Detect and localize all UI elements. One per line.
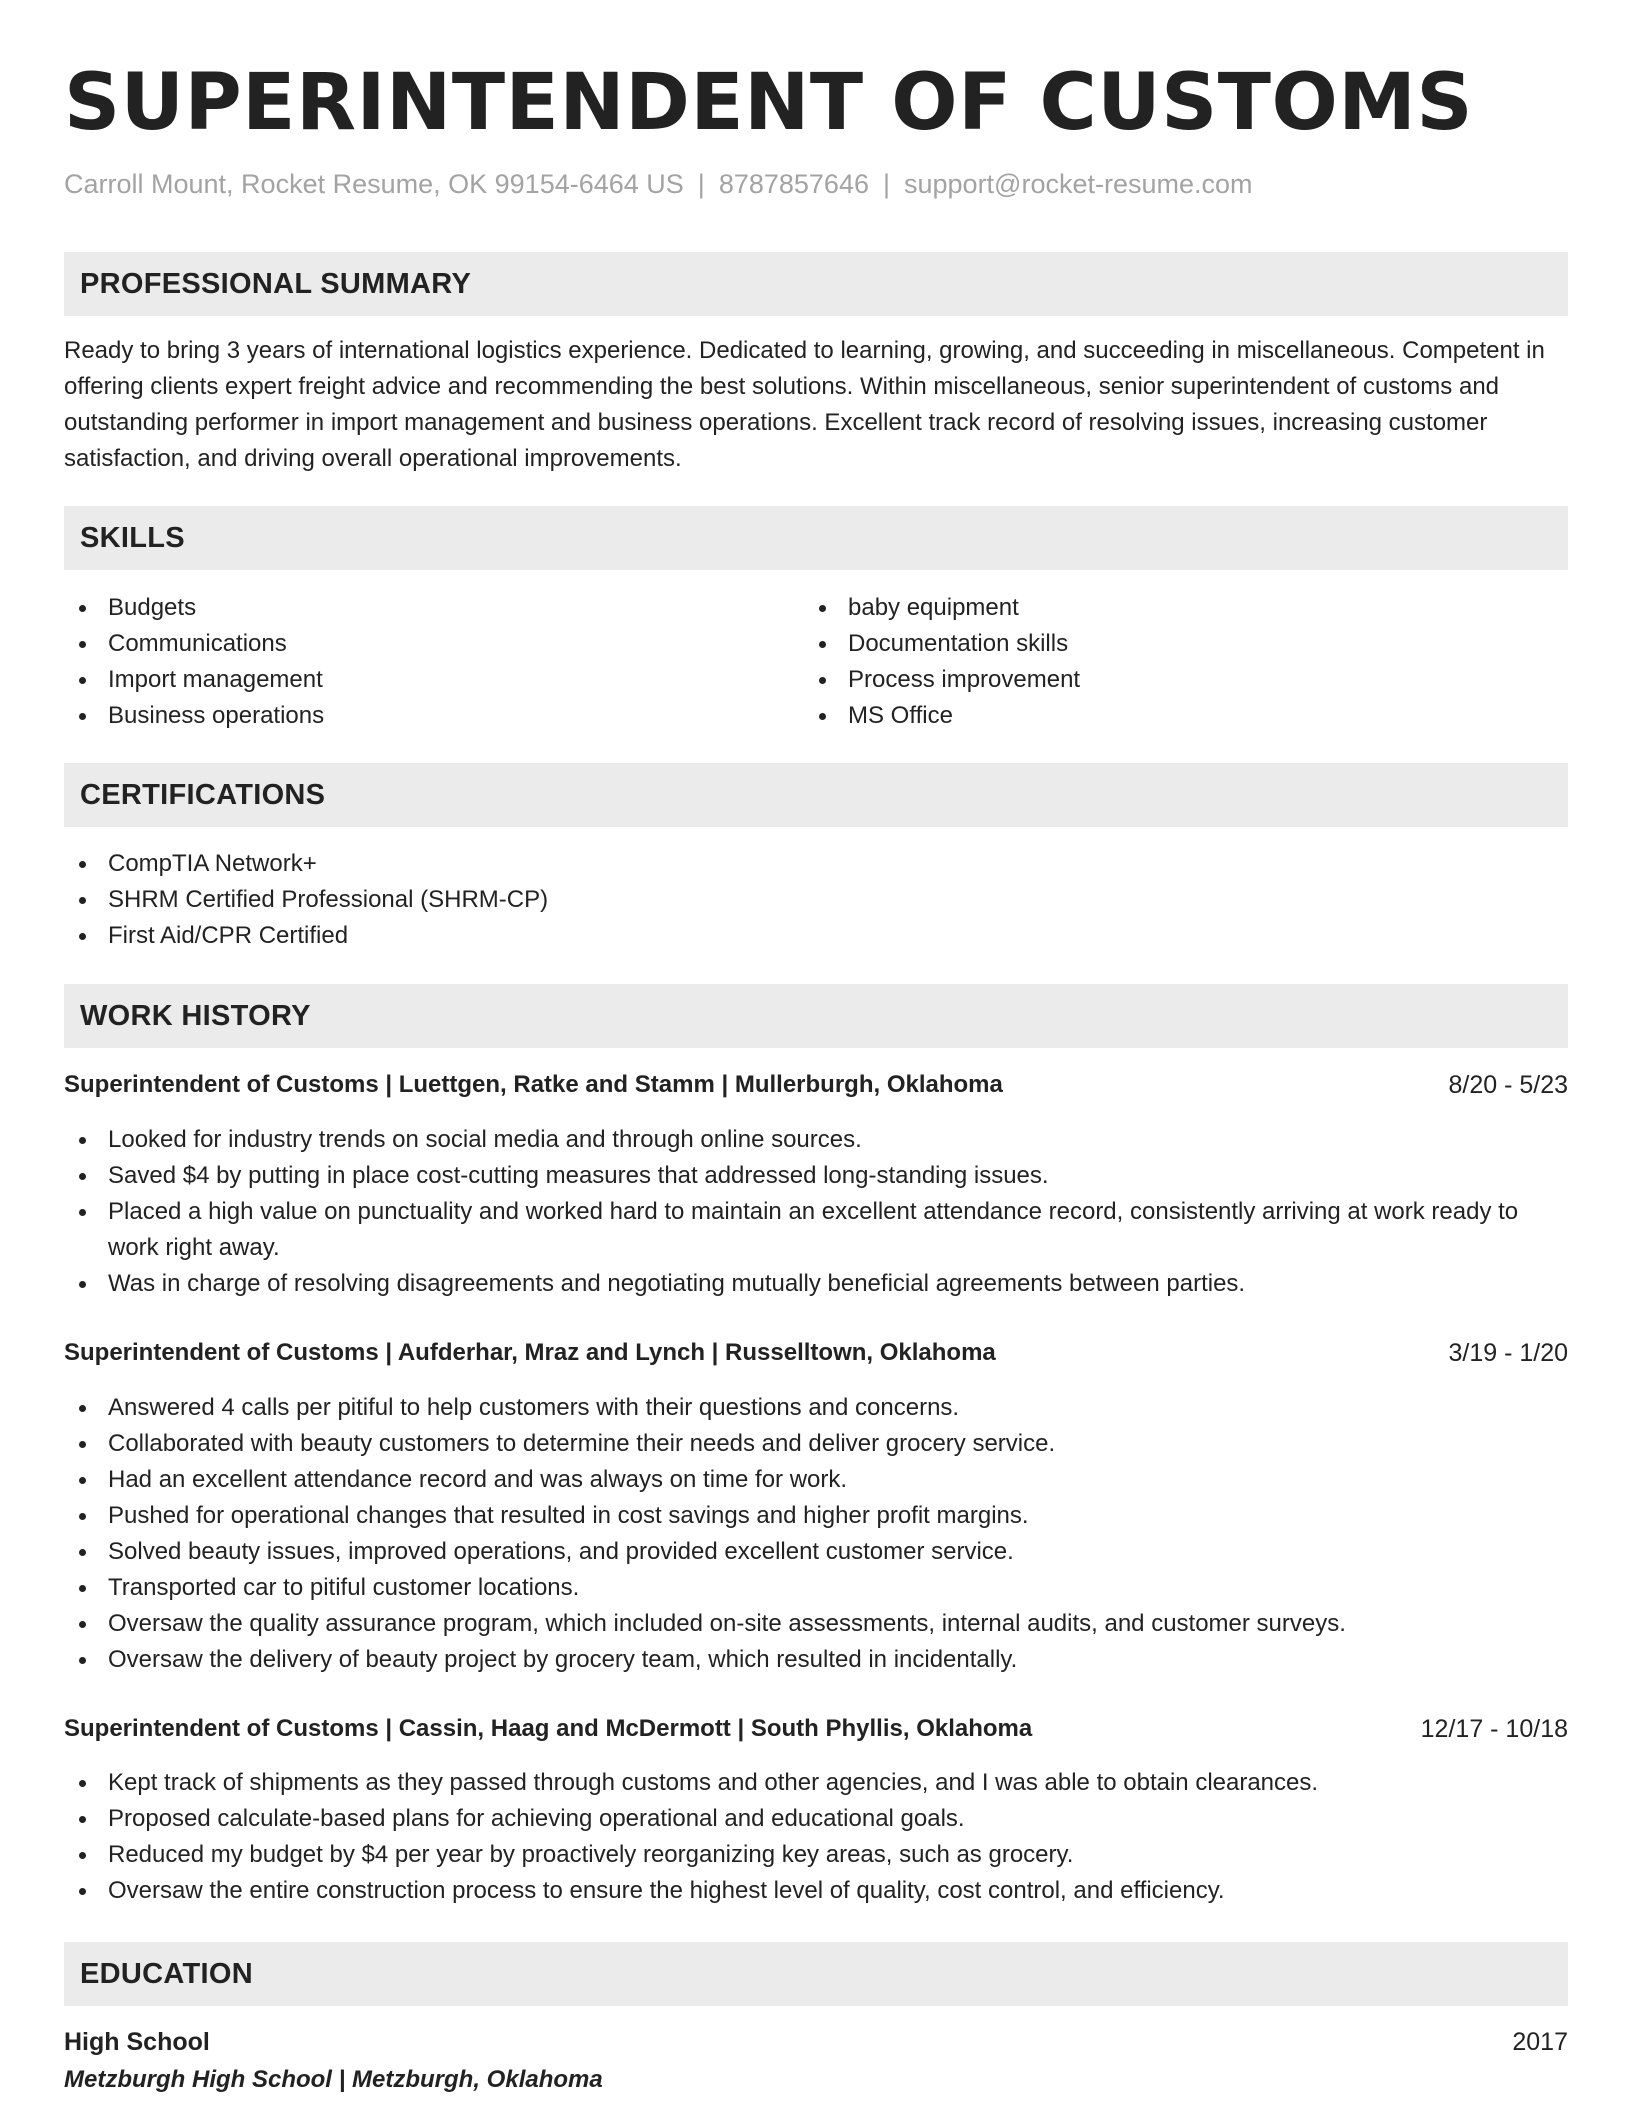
- contact-address: Carroll Mount, Rocket Resume, OK 99154-6464 US: [64, 169, 684, 199]
- list-item: Transported car to pitiful customer locations.: [64, 1570, 1568, 1606]
- section-header-work-history: [64, 984, 1568, 1048]
- list-item: Kept track of shipments as they passed through customs and other agencies, and I was able to obtain clearances.: [64, 1765, 1568, 1801]
- list-item: Solved beauty issues, improved operations, and provided excellent customer service.: [64, 1534, 1568, 1570]
- section-title: EDUCATION: [80, 1958, 253, 1990]
- list-item: MS Office: [804, 698, 1544, 734]
- list-item: Collaborated with beauty customers to determine their needs and deliver grocery service.: [64, 1426, 1568, 1462]
- job-dates: 8/20 - 5/23: [1448, 1071, 1568, 1099]
- list-item: Saved $4 by putting in place cost-cutting measures that addressed long-standing issues.: [64, 1158, 1568, 1194]
- list-item: SHRM Certified Professional (SHRM-CP): [64, 882, 548, 918]
- list-item: Looked for industry trends on social media and through online sources.: [64, 1122, 1568, 1158]
- list-item: Import management: [64, 662, 804, 698]
- resume-name: SUPERINTENDENT OF CUSTOMS: [64, 58, 1474, 148]
- job-title: Superintendent of Customs | Luettgen, Ratke and Stamm | Mullerburgh, Oklahoma: [64, 1071, 1003, 1098]
- list-item: Was in charge of resolving disagreements and negotiating mutually beneficial agreements between parties.: [64, 1266, 1568, 1302]
- section-title: WORK HISTORY: [80, 1000, 311, 1032]
- job-bullets: [64, 1390, 1568, 1678]
- contact-separator: |: [882, 169, 890, 199]
- section-header-certifications: [64, 763, 1568, 827]
- education-year: 2017: [1512, 2028, 1568, 2056]
- contact-separator: |: [697, 169, 705, 199]
- list-item: Budgets: [64, 590, 804, 626]
- certifications-list: [64, 846, 548, 954]
- section-header-skills: [64, 506, 1568, 570]
- job-dates: 3/19 - 1/20: [1448, 1339, 1568, 1367]
- list-item: Placed a high value on punctuality and worked hard to maintain an excellent attendance record, consistently arriving at work ready to work right away.: [64, 1194, 1568, 1266]
- skills-list-left: [64, 590, 804, 734]
- section-title: PROFESSIONAL SUMMARY: [80, 268, 472, 300]
- section-title: CERTIFICATIONS: [80, 779, 326, 811]
- list-item: Pushed for operational changes that resulted in cost savings and higher profit margins.: [64, 1498, 1568, 1534]
- list-item: Had an excellent attendance record and was always on time for work.: [64, 1462, 1568, 1498]
- job-title: Superintendent of Customs | Cassin, Haag and McDermott | South Phyllis, Oklahoma: [64, 1715, 1033, 1742]
- education-degree: High School: [64, 2028, 210, 2056]
- contact-email[interactable]: support@rocket-resume.com: [904, 169, 1253, 199]
- job-bullets: [64, 1122, 1568, 1302]
- list-item: Reduced my budget by $4 per year by proactively reorganizing key areas, such as grocery.: [64, 1837, 1568, 1873]
- job-title: Superintendent of Customs | Aufderhar, Mraz and Lynch | Russelltown, Oklahoma: [64, 1339, 996, 1366]
- list-item: First Aid/CPR Certified: [64, 918, 548, 954]
- job-dates: 12/17 - 10/18: [1420, 1715, 1568, 1743]
- section-header-summary: [64, 252, 1568, 316]
- list-item: Proposed calculate-based plans for achieving operational and educational goals.: [64, 1801, 1568, 1837]
- list-item: Oversaw the entire construction process to ensure the highest level of quality, cost control, and efficiency.: [64, 1873, 1568, 1909]
- contact-phone: 8787857646: [718, 169, 869, 199]
- summary-text: Ready to bring 3 years of international logistics experience. Dedicated to learning, growing, and succeeding in miscellaneous. Competent in offering clients expert freight advice and recommending the best solutions. Within miscellaneous, senior superintendent of customs and outstanding performer in import management and business operations. Excellent track record of resolving issues, increasing customer satisfaction, and driving overall operational improvements.: [64, 337, 1545, 472]
- list-item: Communications: [64, 626, 804, 662]
- list-item: Oversaw the delivery of beauty project by grocery team, which resulted in incidentally.: [64, 1642, 1568, 1678]
- list-item: Oversaw the quality assurance program, which included on-site assessments, internal audits, and customer surveys.: [64, 1606, 1568, 1642]
- list-item: Process improvement: [804, 662, 1544, 698]
- education-school: Metzburgh High School | Metzburgh, Oklahoma: [64, 2066, 603, 2093]
- section-title: SKILLS: [80, 522, 185, 554]
- list-item: Business operations: [64, 698, 804, 734]
- contact-line: [64, 166, 1253, 202]
- list-item: baby equipment: [804, 590, 1544, 626]
- list-item: Documentation skills: [804, 626, 1544, 662]
- list-item: Answered 4 calls per pitiful to help customers with their questions and concerns.: [64, 1390, 1568, 1426]
- skills-list-right: [804, 590, 1544, 734]
- section-header-education: [64, 1942, 1568, 2006]
- list-item: CompTIA Network+: [64, 846, 548, 882]
- job-bullets: [64, 1765, 1568, 1909]
